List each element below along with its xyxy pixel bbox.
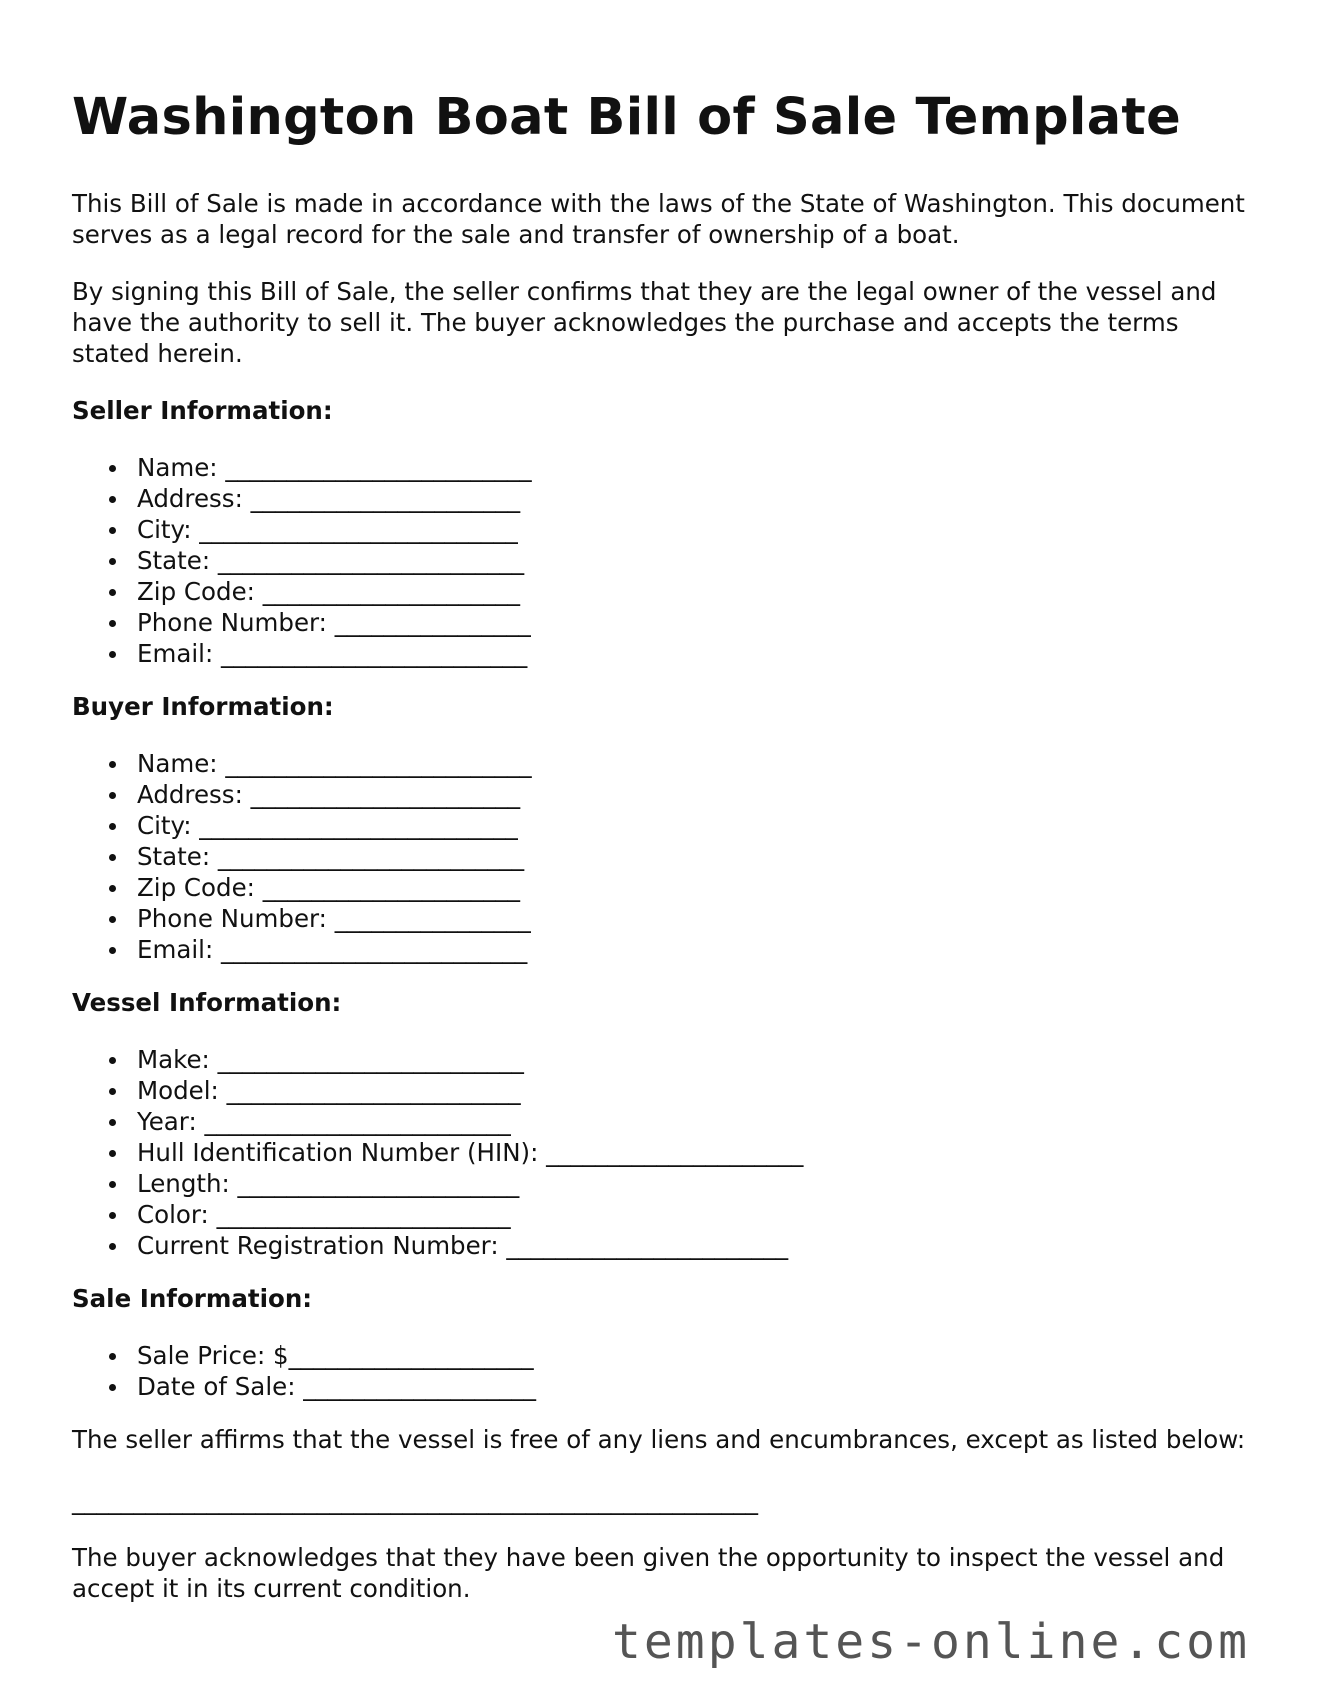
seller-phone-field: Phone Number: ________________ xyxy=(137,607,1252,638)
liens-blank-line: ________________________________________________________ xyxy=(72,1486,758,1515)
buyer-address-field: Address: ______________________ xyxy=(137,779,1252,810)
inspection-statement: The buyer acknowledges that they have been given the opportunity to inspect the vessel and accept it in its current condition. xyxy=(72,1543,1225,1603)
vessel-registration-field: Current Registration Number: _______________________ xyxy=(137,1230,1252,1261)
vessel-section-heading: Vessel Information: xyxy=(72,988,342,1017)
buyer-city-field: City: __________________________ xyxy=(137,810,1252,841)
sale-price-field: Sale Price: $____________________ xyxy=(137,1340,1252,1371)
watermark: templates-online.com xyxy=(612,1614,1250,1670)
vessel-color-field: Color: ________________________ xyxy=(137,1199,1252,1230)
document-title: Washington Boat Bill of Sale Template xyxy=(72,88,1181,147)
sale-section-heading: Sale Information: xyxy=(72,1284,313,1313)
vessel-make-field: Make: _________________________ xyxy=(137,1044,1252,1075)
vessel-field-list xyxy=(72,1044,1252,1261)
document-page xyxy=(72,86,1252,1630)
seller-zip-field: Zip Code: _____________________ xyxy=(137,576,1252,607)
sale-field-list xyxy=(72,1340,1252,1402)
seller-state-field: State: _________________________ xyxy=(137,545,1252,576)
vessel-year-field: Year: _________________________ xyxy=(137,1106,1252,1137)
intro-paragraph-2: By signing this Bill of Sale, the seller confirms that they are the legal owner of the vessel and have the authority to sell it. The buyer acknowledges the purchase and accepts the terms stated herein. xyxy=(72,277,1217,368)
vessel-length-field: Length: _______________________ xyxy=(137,1168,1252,1199)
seller-city-field: City: __________________________ xyxy=(137,514,1252,545)
vessel-model-field: Model: ________________________ xyxy=(137,1075,1252,1106)
seller-section-heading: Seller Information: xyxy=(72,396,333,425)
liens-statement: The seller affirms that the vessel is free of any liens and encumbrances, except as listed below: xyxy=(72,1425,1246,1454)
buyer-zip-field: Zip Code: _____________________ xyxy=(137,872,1252,903)
intro-paragraph-1: This Bill of Sale is made in accordance with the laws of the State of Washington. This document serves as a legal record for the sale and transfer of ownership of a boat. xyxy=(72,189,1245,249)
buyer-phone-field: Phone Number: ________________ xyxy=(137,903,1252,934)
buyer-name-field: Name: _________________________ xyxy=(137,748,1252,779)
sale-date-field: Date of Sale: ___________________ xyxy=(137,1371,1252,1402)
buyer-email-field: Email: _________________________ xyxy=(137,934,1252,965)
seller-address-field: Address: ______________________ xyxy=(137,483,1252,514)
seller-name-field: Name: _________________________ xyxy=(137,452,1252,483)
buyer-section-heading: Buyer Information: xyxy=(72,692,334,721)
buyer-state-field: State: _________________________ xyxy=(137,841,1252,872)
seller-email-field: Email: _________________________ xyxy=(137,638,1252,669)
vessel-hin-field: Hull Identification Number (HIN): _____________________ xyxy=(137,1137,1252,1168)
seller-field-list xyxy=(72,452,1252,669)
buyer-field-list xyxy=(72,748,1252,965)
